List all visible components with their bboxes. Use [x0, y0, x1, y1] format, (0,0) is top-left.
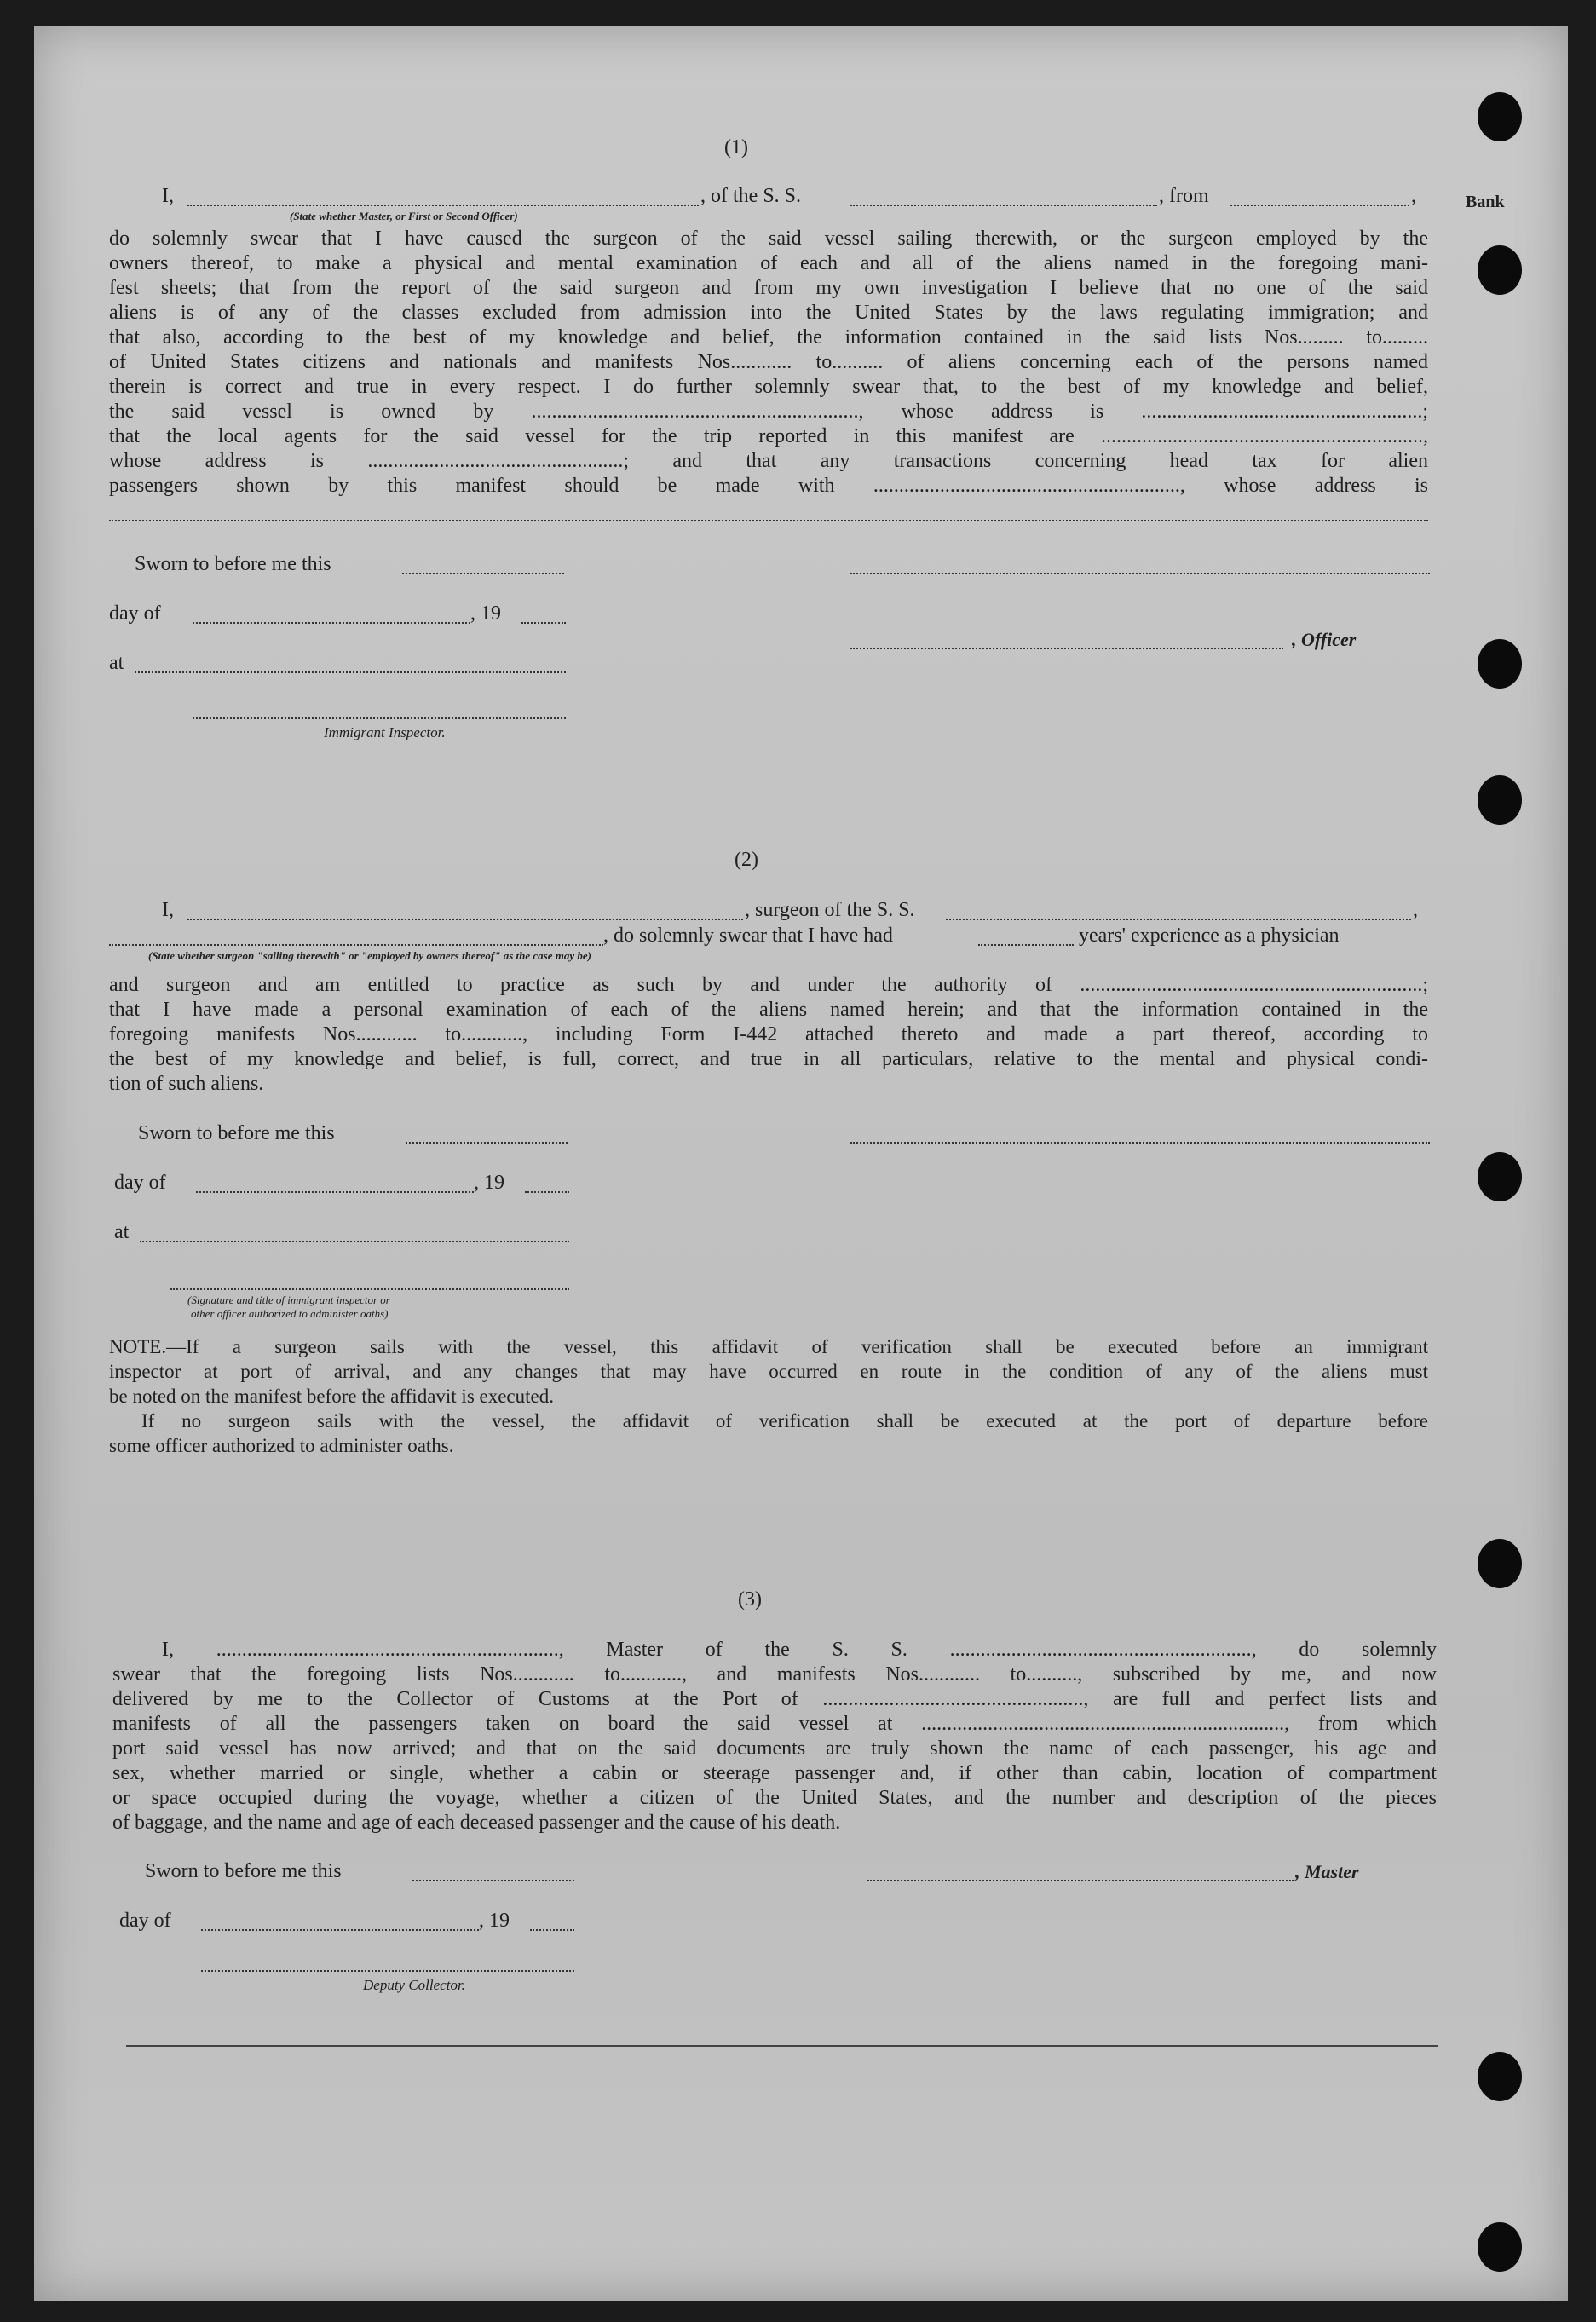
- s2-body-line: foregoing manifests Nos............ to............, including Form I-442 attached thereto and made a part thereof, according to: [109, 1023, 1428, 1046]
- s3-body-line: swear that the foregoing lists Nos............ to............, and manifests Nos............ to.........., subscribed by me, and now: [112, 1663, 1437, 1685]
- s1-year-label: , 19: [470, 602, 501, 625]
- s3-body-line: port said vessel has now arrived; and that on the said documents are truly shown the name of each passenger, his age and: [112, 1737, 1437, 1760]
- s3-body-line: delivered by me to the Collector of Customs at the Port of ..................................................., are full and perfect lists and: [112, 1688, 1437, 1710]
- s1-body-line: passengers shown by this manifest should be made with ............................................................, whose address is: [109, 475, 1428, 497]
- s3-body-line: sex, whether married or single, whether a cabin or steerage passenger and, if other than cabin, location of compartment: [112, 1762, 1437, 1784]
- s1-officer-line-blank[interactable]: [850, 648, 1283, 649]
- s1-from-blank[interactable]: [1230, 205, 1409, 206]
- punch-hole: [1478, 1152, 1522, 1201]
- s2-line2-years: years' experience as a physician: [1079, 925, 1340, 947]
- punch-hole: [1478, 2222, 1522, 2272]
- s3-body-line: of baggage, and the name and age of each deceased passenger and the cause of his death.: [112, 1812, 841, 1834]
- s3-body-line: I, ..................................................................., Master of the S. S. ..........................................................., do solemnly: [162, 1639, 1437, 1661]
- s1-inspector-signature-blank[interactable]: [193, 717, 566, 719]
- s2-body-line: the best of my knowledge and belief, is full, correct, and true in all particulars, relative to the mental and physical condi-: [109, 1048, 1428, 1070]
- s1-body-line: that also, according to the best of my knowledge and belief, the information contained in the said lists Nos......... to.........: [109, 326, 1428, 349]
- s2-vessel-blank[interactable]: [946, 919, 1411, 920]
- s1-at-blank[interactable]: [135, 671, 566, 673]
- s3-body-line: or space occupied during the voyage, whether a citizen of the United States, and the number and description of the pieces: [112, 1787, 1437, 1809]
- s2-body-line: tion of such aliens.: [109, 1073, 264, 1095]
- s3-master-signature-blank[interactable]: [867, 1880, 1294, 1881]
- s1-body-line: do solemnly swear that I have caused the surgeon of the said vessel sailing therewith, or the surgeon employed by the: [109, 228, 1428, 250]
- section-3-heading: (3): [738, 1588, 762, 1610]
- s2-surgeon-type-caption: (State whether surgeon "sailing therewith" or "employed by owners thereof" as the case may be): [148, 949, 591, 962]
- s3-sworn-date-blank[interactable]: [412, 1880, 574, 1881]
- s1-body-line: the said vessel is owned by ................................................................, whose address is .......................................................;: [109, 400, 1428, 423]
- s2-note-line: be noted on the manifest before the affidavit is executed.: [109, 1386, 554, 1407]
- s1-inspector-caption: Immigrant Inspector.: [324, 724, 446, 740]
- s3-year-label: , 19: [479, 1910, 510, 1932]
- s3-year-blank[interactable]: [530, 1929, 574, 1931]
- s2-note-line: NOTE.—If a surgeon sails with the vessel, this affidavit of verification shall be executed before an immigrant: [109, 1336, 1428, 1357]
- bottom-rule: [126, 2045, 1438, 2047]
- s1-year-blank[interactable]: [521, 622, 566, 624]
- s2-line1-comma: ,: [1413, 899, 1418, 921]
- s2-signature-caption: (Signature and title of immigrant inspector or: [187, 1294, 390, 1306]
- s1-body-line: owners thereof, to make a physical and mental examination of each and all of the aliens named in the foregoing mani-: [109, 252, 1428, 274]
- s3-collector-caption: Deputy Collector.: [363, 1977, 465, 1993]
- punch-hole: [1478, 2052, 1522, 2101]
- s1-body-line: whose address is ..................................................; and that any transactions concerning head tax for alien: [109, 450, 1428, 472]
- s1-body-line: therein is correct and true in every respect. I do further solemnly swear that, to the best of my knowledge and belief,: [109, 376, 1428, 398]
- s2-surgeon-type-blank[interactable]: [109, 944, 603, 946]
- s2-at-label: at: [114, 1221, 130, 1243]
- s1-address-blank[interactable]: [109, 520, 1428, 521]
- s1-line1-comma: ,: [1411, 185, 1416, 207]
- s2-day-blank[interactable]: [196, 1191, 474, 1193]
- s3-day-of-label: day of: [119, 1910, 171, 1932]
- punch-hole: [1478, 245, 1522, 295]
- s1-line1-i: I,: [162, 185, 174, 207]
- s2-at-blank[interactable]: [140, 1241, 569, 1242]
- s1-at-label: at: [109, 652, 124, 674]
- s1-line1-from: , from: [1159, 185, 1209, 207]
- punch-hole: [1478, 92, 1522, 141]
- document-page: [34, 26, 1568, 2301]
- s2-line2-swear: , do solemnly swear that I have had: [603, 925, 893, 947]
- s1-body-line: aliens is of any of the classes excluded from admission into the United States by the laws regulating immigration; and: [109, 302, 1428, 324]
- s2-body-line: that I have made a personal examination of each of the aliens named herein; and that the information contained in the: [109, 999, 1428, 1021]
- s3-collector-signature-blank[interactable]: [201, 1970, 574, 1972]
- s2-inspector-signature-blank[interactable]: [170, 1288, 569, 1290]
- s1-day-blank[interactable]: [193, 622, 470, 624]
- s1-sworn-label: Sworn to before me this: [135, 553, 331, 575]
- s1-sworn-date-blank[interactable]: [402, 573, 564, 574]
- s1-officer-label: , Officer: [1292, 629, 1357, 650]
- s3-day-blank[interactable]: [201, 1929, 479, 1931]
- punch-hole: [1478, 639, 1522, 689]
- s3-master-label: , Master: [1295, 1861, 1359, 1882]
- s1-vessel-blank[interactable]: [850, 205, 1157, 206]
- side-mark: Bank: [1466, 193, 1505, 211]
- s3-sworn-label: Sworn to before me this: [145, 1860, 342, 1882]
- s1-line1-of: , of the S. S.: [700, 185, 802, 207]
- s2-surgeon-signature-blank[interactable]: [850, 1142, 1430, 1144]
- s1-body-line: fest sheets; that from the report of the said surgeon and from my own investigation I believe that no one of the said: [109, 277, 1428, 299]
- punch-hole: [1478, 1539, 1522, 1588]
- s2-note-line: inspector at port of arrival, and any changes that may have occurred en route in the condition of any of the aliens must: [109, 1361, 1428, 1382]
- s2-body-line: and surgeon and am entitled to practice as such by and under the authority of ...................................................................;: [109, 974, 1428, 996]
- s2-surgeon-name-blank[interactable]: [187, 919, 743, 920]
- s1-body-line: that the local agents for the said vessel for the trip reported in this manifest are ...............................................................,: [109, 425, 1428, 447]
- s2-year-label: , 19: [474, 1172, 504, 1194]
- s1-rank-caption: (State whether Master, or First or Second Officer): [290, 210, 518, 222]
- s2-day-of-label: day of: [114, 1172, 166, 1194]
- s1-officer-rank-blank[interactable]: [187, 205, 699, 206]
- s2-line1-i: I,: [162, 899, 174, 921]
- s2-year-blank[interactable]: [525, 1191, 569, 1193]
- s2-sworn-label: Sworn to before me this: [138, 1122, 335, 1144]
- s1-officer-signature-blank[interactable]: [850, 573, 1430, 574]
- punch-hole: [1478, 775, 1522, 825]
- s2-note2-line: If no surgeon sails with the vessel, the affidavit of verification shall be executed at the port of departure before: [141, 1410, 1428, 1432]
- section-2-heading: (2): [735, 849, 758, 871]
- section-1-heading: (1): [724, 136, 748, 158]
- s1-day-of-label: day of: [109, 602, 161, 625]
- s2-years-blank[interactable]: [978, 944, 1074, 946]
- s2-note2-line: some officer authorized to administer oaths.: [109, 1435, 454, 1456]
- s2-sworn-date-blank[interactable]: [406, 1142, 568, 1144]
- s2-signature-caption: other officer authorized to administer oaths): [191, 1307, 389, 1320]
- s1-body-line: of United States citizens and nationals and manifests Nos............ to.......... of aliens concerning each of the persons named: [109, 351, 1428, 373]
- s3-body-line: manifests of all the passengers taken on board the said vessel at ......................................................................., from which: [112, 1713, 1437, 1735]
- s2-line1-surgeon: , surgeon of the S. S.: [745, 899, 915, 921]
